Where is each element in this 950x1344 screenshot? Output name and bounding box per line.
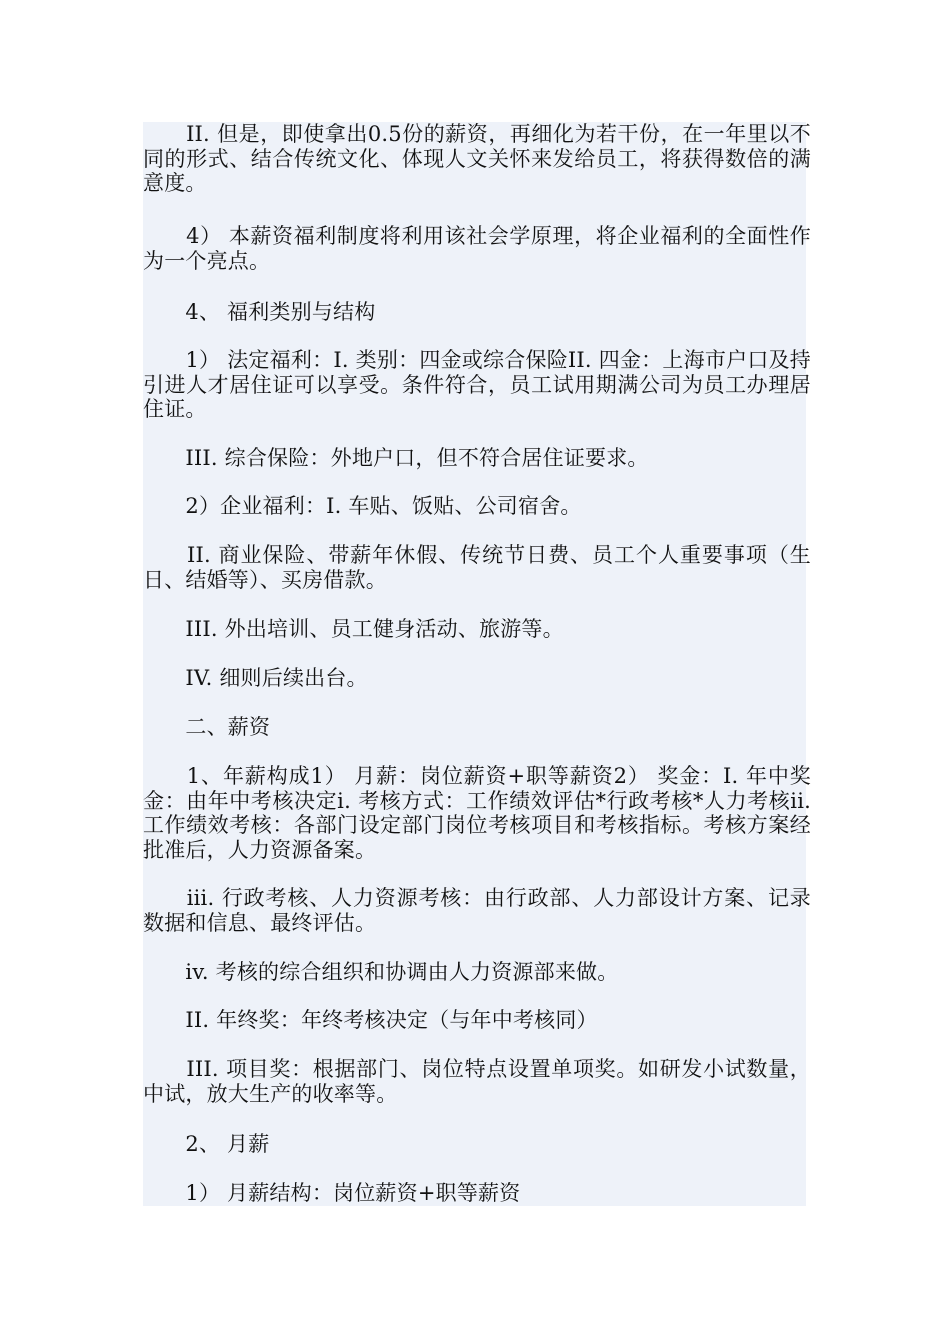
section-heading-monthly-salary: 2、 月薪 xyxy=(143,1132,270,1156)
paragraph-training-activities: III. 外出培训、员工健身活动、旅游等。 xyxy=(143,617,564,641)
paragraph-annual-salary-structure: 1、年薪构成1） 月薪：岗位薪资+职等薪资2） 奖金：I. 年中奖金：由年中考核决定i. 考核方式：工作绩效评估*行政考核*人力考核ii. 工作绩效考核：各部门设定部门岗位考核项目和考核指标。考核方案经批准后，人力资源备案。 xyxy=(143,764,818,862)
document-body xyxy=(143,122,818,1206)
paragraph-monthly-salary-structure: 1） 月薪结构：岗位薪资+职等薪资 xyxy=(143,1181,521,1205)
paragraph-assessment-coordination: iv. 考核的综合组织和协调由人力资源部来做。 xyxy=(143,960,619,984)
paragraph-project-bonus: III. 项目奖：根据部门、岗位特点设置单项奖。如研发小试数量，中试，放大生产的收率等。 xyxy=(143,1057,811,1106)
paragraph-statutory-welfare: 1） 法定福利：I. 类别：四金或综合保险II. 四金：上海市户口及持引进人才居住证可以享受。条件符合，员工试用期满公司为员工办理居住证。 xyxy=(143,348,811,421)
paragraph-welfare-satisfaction: II. 但是，即使拿出0.5份的薪资，再细化为若干份，在一年里以不同的形式、结合传统文化、体现人文关怀来发给员工，将获得数倍的满意度。 xyxy=(143,122,811,195)
paragraph-enterprise-welfare: 2）企业福利：I. 车贴、饭贴、公司宿舍。 xyxy=(143,494,582,518)
paragraph-details-pending: IV. 细则后续出台。 xyxy=(143,666,368,690)
paragraph-welfare-highlight: 4） 本薪资福利制度将利用该社会学原理，将企业福利的全面性作为一个亮点。 xyxy=(143,224,811,273)
section-heading-welfare-categories: 4、 福利类别与结构 xyxy=(143,300,376,324)
paragraph-admin-hr-assessment: iii. 行政考核、人力资源考核：由行政部、人力部设计方案、记录数据和信息、最终评估。 xyxy=(143,886,811,935)
paragraph-year-end-bonus: II. 年终奖：年终考核决定（与年中考核同） xyxy=(143,1008,598,1032)
section-heading-salary: 二、薪资 xyxy=(143,715,271,739)
paragraph-comprehensive-insurance: III. 综合保险：外地户口，但不符合居住证要求。 xyxy=(143,446,649,470)
paragraph-commercial-insurance: II. 商业保险、带薪年休假、传统节日费、员工个人重要事项（生日、结婚等）、买房借款。 xyxy=(143,543,811,592)
